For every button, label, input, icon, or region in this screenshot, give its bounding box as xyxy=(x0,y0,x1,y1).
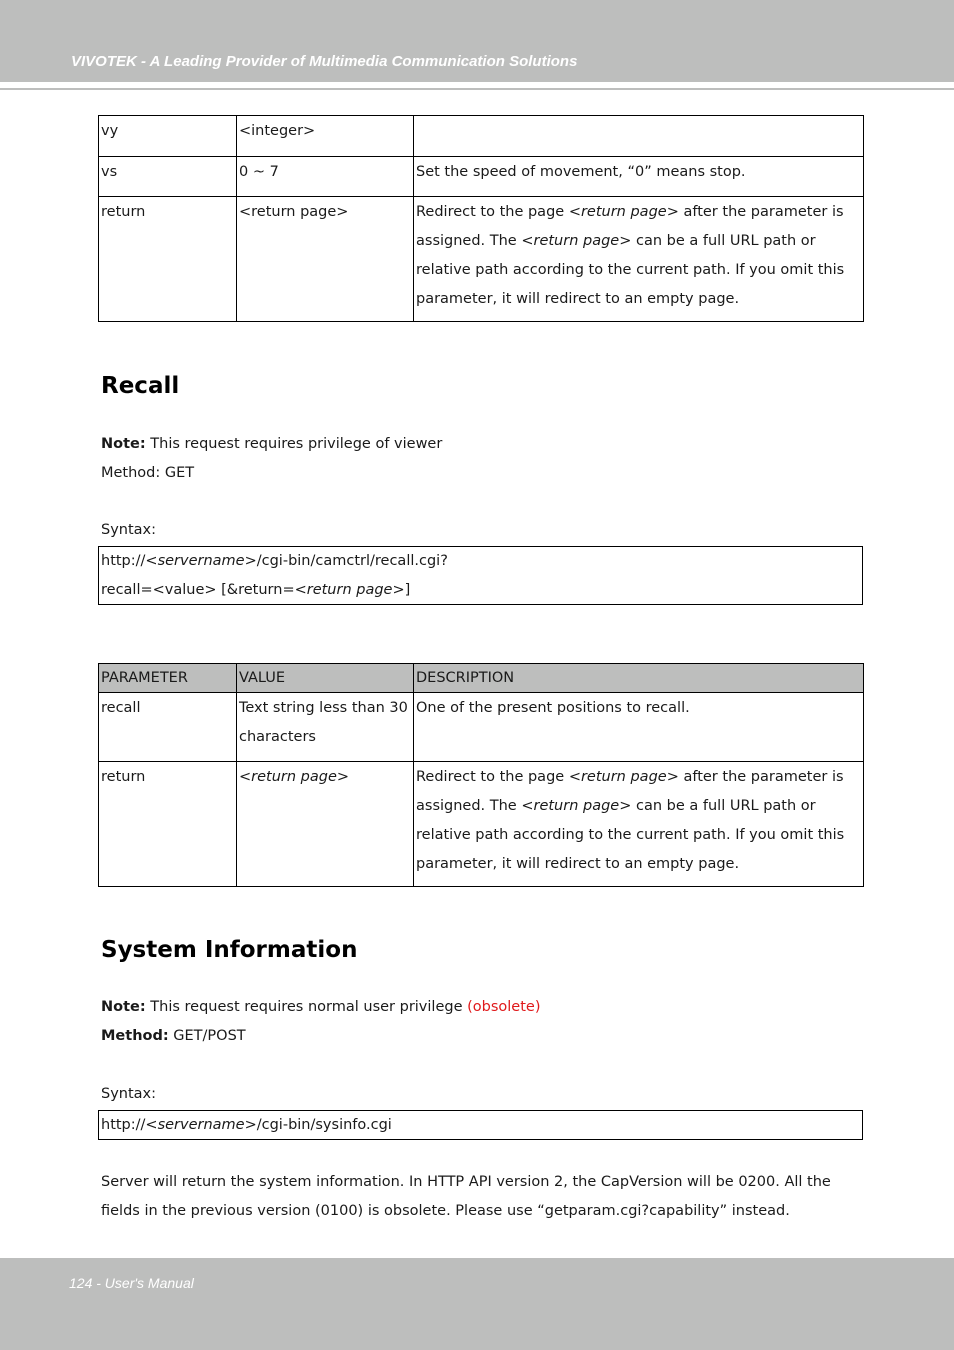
header-divider xyxy=(0,88,954,90)
recall-parameter-table xyxy=(98,663,864,887)
table-row xyxy=(99,762,864,887)
description-cell: Redirect to the page <return page> after the parameter is assigned. The <return page> can be a full URL path or relative path according to the current path. If you omit this parameter, it will redirect to an empty page. xyxy=(414,762,864,887)
header-title: VIVOTEK - A Leading Provider of Multimedia Communication Solutions xyxy=(71,53,578,70)
section-title-recall: Recall xyxy=(101,373,180,399)
recall-note: Note: This request requires privilege of viewer xyxy=(101,436,443,452)
parameter-table-continued xyxy=(98,115,864,322)
sysinfo-syntax-box xyxy=(98,1110,863,1140)
table-row xyxy=(99,157,864,197)
sysinfo-method: Method: GET/POST xyxy=(101,1028,246,1044)
recall-syntax-box xyxy=(98,546,863,605)
column-header: PARAMETER xyxy=(99,664,237,693)
syntax-line: http://<servername>/cgi-bin/sysinfo.cgi xyxy=(101,1117,392,1133)
syntax-line: recall=<value> [&return=<return page>] xyxy=(101,582,411,598)
param-cell: vy xyxy=(99,116,237,157)
value-cell: <return page> xyxy=(237,197,414,322)
description-cell: Redirect to the page <return page> after the parameter is assigned. The <return page> can be a full URL path or relative path according to the current path. If you omit this parameter, it will redirect to an empty page. xyxy=(414,197,864,322)
section-title-system-information: System Information xyxy=(101,937,358,963)
syntax-line: http://<servername>/cgi-bin/camctrl/recall.cgi? xyxy=(101,553,448,569)
param-cell: recall xyxy=(99,693,237,762)
param-cell: return xyxy=(99,197,237,322)
param-cell: vs xyxy=(99,157,237,197)
column-header: VALUE xyxy=(237,664,414,693)
description-cell xyxy=(414,116,864,157)
param-cell: return xyxy=(99,762,237,887)
column-header: DESCRIPTION xyxy=(414,664,864,693)
recall-method: Method: GET xyxy=(101,465,195,481)
table-row xyxy=(99,116,864,157)
value-cell: <integer> xyxy=(237,116,414,157)
table-header-row xyxy=(99,664,864,693)
value-cell: Text string less than 30 characters xyxy=(237,693,414,762)
obsolete-label: (obsolete) xyxy=(467,999,541,1015)
recall-syntax-label: Syntax: xyxy=(101,522,157,538)
sysinfo-note: Note: This request requires normal user privilege (obsolete) xyxy=(101,999,541,1015)
description-cell: One of the present positions to recall. xyxy=(414,693,864,762)
sysinfo-description: Server will return the system information. In HTTP API version 2, the CapVersion will be 0200. All the fields in the previous version (0100) is obsolete. Please use “getparam.cgi?capability” instead. xyxy=(101,1174,831,1219)
table-row xyxy=(99,693,864,762)
page-number-label: 124 - User's Manual xyxy=(69,1275,194,1291)
table-row xyxy=(99,197,864,322)
value-cell: 0 ~ 7 xyxy=(237,157,414,197)
sysinfo-syntax-label: Syntax: xyxy=(101,1086,157,1102)
value-cell: <return page> xyxy=(237,762,414,887)
page-footer xyxy=(0,1258,954,1350)
description-cell: Set the speed of movement, “0” means stop. xyxy=(414,157,864,197)
